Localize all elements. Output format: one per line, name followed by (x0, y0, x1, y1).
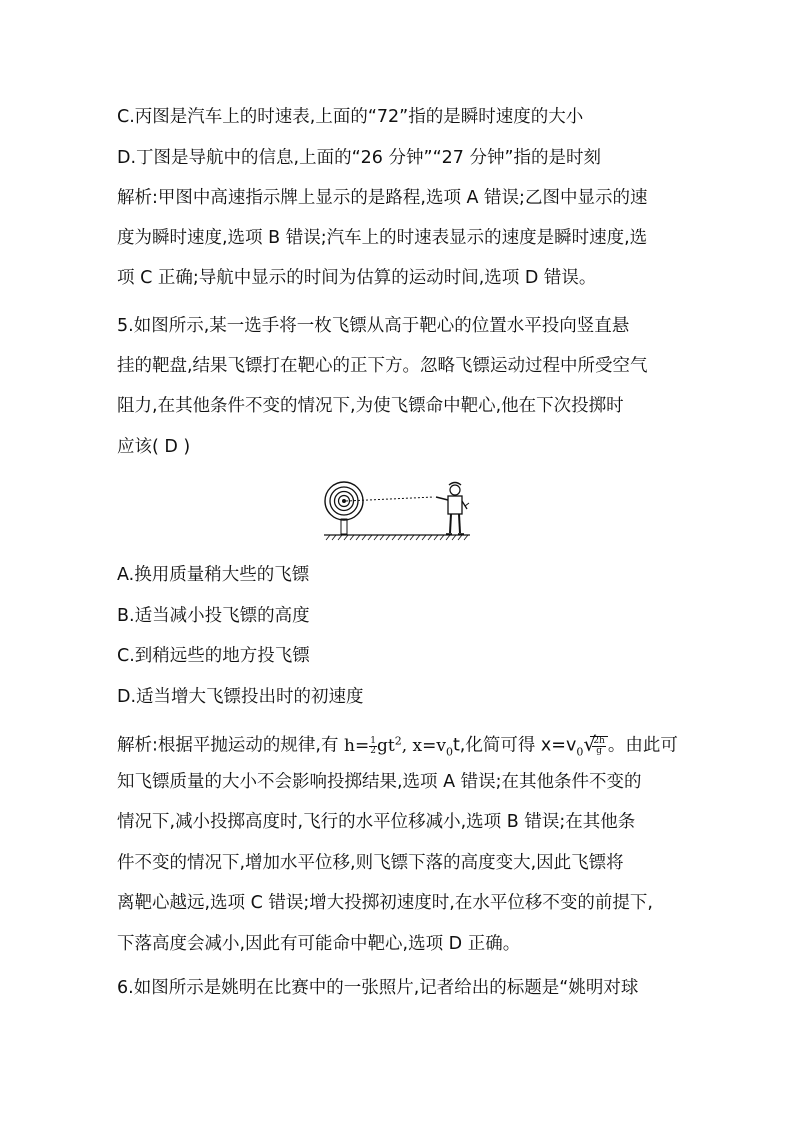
analysis-4-line-3: 项 C 正确;导航中显示的时间为估算的运动时间,选项 D 错误。 (117, 268, 597, 288)
analysis-mid: t,化简可得 x=v (452, 735, 577, 756)
dartboard-icon (325, 482, 363, 534)
question-5-line-1: 5.如图所示,某一选手将一枚飞镖从高于靶心的位置水平投向竖直悬 (117, 316, 630, 336)
ground-hatch (324, 535, 470, 540)
analysis-suffix: 。由此可 (607, 735, 678, 756)
analysis-4-line-1: 解析:甲图中高速指示牌上显示的是路程,选项 A 错误;乙图中显示的速 (117, 188, 648, 208)
question-6-line-1: 6.如图所示是姚明在比赛中的一张照片,记者给出的标题是“姚明对球 (117, 978, 639, 998)
option-a: A.换用质量稍大些的飞镖 (117, 565, 310, 585)
aim-dotted-line (346, 497, 434, 501)
equation-x: , $x=v_0$ (401, 735, 453, 759)
option-c-prev: C.丙图是汽车上的时速表,上面的“72”指的是瞬时速度的大小 (117, 107, 584, 127)
equation-h: h= $\frac{1}{2}$ $gt^2$ (344, 734, 402, 756)
analysis-5-line-6: 下落高度会减小,因此有可能命中靶心,选项 D 正确。 (117, 934, 521, 954)
analysis-5-line-1 (117, 729, 697, 764)
analysis-5-line-2: 知飞镖质量的大小不会影响投掷结果,选项 A 错误;在其他条件不变的 (117, 772, 642, 792)
option-b: B.适当减小投飞镖的高度 (117, 606, 310, 626)
option-d-prev: D.丁图是导航中的信息,上面的“26 分钟”“27 分钟”指的是时刻 (117, 148, 602, 168)
analysis-4-line-2: 度为瞬时速度,选项 B 错误;汽车上的时速表显示的速度是瞬时速度,选 (117, 228, 648, 248)
thrower-icon (436, 483, 469, 535)
analysis-5-line-3: 情况下,减小投掷高度时,飞行的水平位移减小,选项 B 错误;在其他条 (117, 812, 636, 832)
option-c: C.到稍远些的地方投飞镖 (117, 646, 310, 666)
question-5-line-4: 应该( D ) (117, 437, 191, 457)
analysis-5-line-4: 件不变的情况下,增加水平位移,则飞镖下落的高度变大,因此飞镖将 (117, 853, 624, 873)
question-5-line-3: 阻力,在其他条件不变的情况下,为使飞镖命中靶心,他在下次投掷时 (117, 396, 624, 416)
dart-figure (322, 475, 472, 545)
equation-x-sqrt: $_0$ √ $\frac{2h}{g}$ (576, 736, 608, 756)
analysis-prefix: 解析:根据平抛运动的规律,有 (117, 735, 345, 756)
analysis-5-line-5: 离靶心越远,选项 C 错误;增大投掷初速度时,在水平位移不变的前提下, (117, 893, 653, 913)
question-5-line-2: 挂的靶盘,结果飞镖打在靶心的正下方。忽略飞镖运动过程中所受空气 (117, 356, 648, 376)
option-d: D.适当增大飞镖投出时的初速度 (117, 687, 364, 707)
